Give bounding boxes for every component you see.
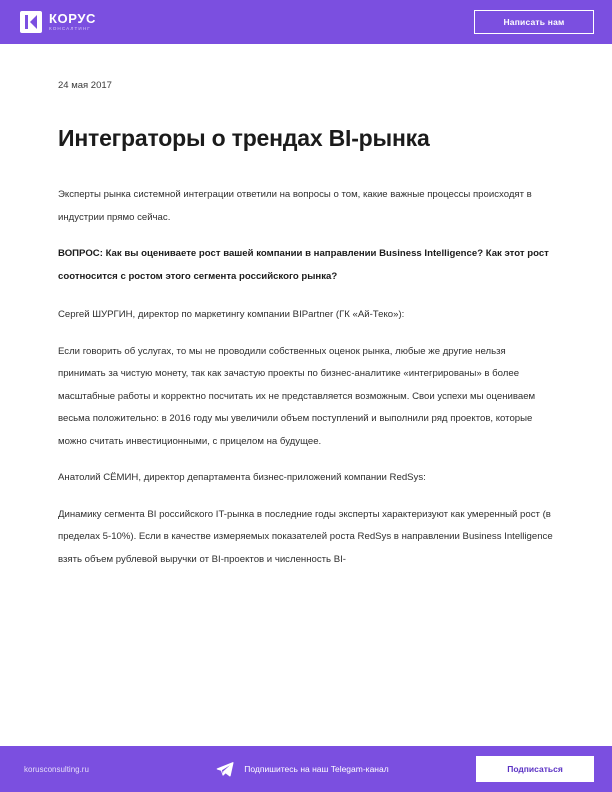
brand-logo[interactable]	[20, 11, 96, 33]
korus-logo-icon	[20, 11, 42, 33]
paragraph-answer-2: Динамику сегмента BI российского IT-рынка в последние годы эксперты характеризуют как умеренный рост (в пределах 5-10%). Если в качестве измеряемых показателей роста RedSys в направлении Business Intelligence взять объем рублевой выручки от BI-проектов и численность BI-	[58, 508, 553, 565]
footer-telegram-block	[216, 760, 388, 778]
publish-date: 24 мая 2017	[58, 80, 112, 91]
footer-cta-text: Подпишитесь на наш Telegam-канал	[244, 764, 389, 774]
paragraph-speaker-1: Сергей ШУРГИН, директор по маркетингу компании BIPartner (ГК «Ай-Теко»):	[58, 309, 405, 321]
paragraph-answer-1: Если говорить об услугах, то мы не проводили собственных оценок рынка, любые же другие нельзя принимать за чистую монету, так как зачастую проекты по бизнес-аналитике «интегрированы» в более масштабные работы и корректно посчитать их не представляется возможным. Свои успехи мы оцениваем весьма положительно: в 2016 году мы увеличили объем поступлений и выполнили ряд проектов, которые можно считать инвестиционными, с прицелом на будущее.	[58, 345, 536, 447]
brand-subtitle: КОНСАЛТИНГ	[49, 26, 91, 32]
document-content	[0, 44, 612, 746]
brand-text	[49, 12, 96, 32]
page-footer	[0, 746, 612, 792]
subscribe-button[interactable]: Подписаться	[476, 756, 594, 782]
paragraph-intro: Эксперты рынка системной интеграции ответили на вопросы о том, какие важные процессы происходят в индустрии прямо сейчас.	[58, 189, 532, 223]
brand-name: КОРУС	[49, 11, 97, 27]
footer-site-url[interactable]: korusconsulting.ru	[24, 764, 89, 774]
page-header	[0, 0, 612, 44]
contact-us-button[interactable]: Написать нам	[474, 10, 594, 34]
page-title: Интеграторы о трендах BI-рынка	[58, 125, 430, 151]
telegram-icon	[216, 760, 234, 778]
paragraph-speaker-2: Анатолий СЁМИН, директор департамента бизнес-приложений компании RedSys:	[58, 472, 426, 484]
paragraph-question: ВОПРОС: Как вы оцениваете рост вашей компании в направлении Business Intelligence? Как этот рост соотносится с ростом этого сегмента российского рынка?	[58, 248, 549, 282]
